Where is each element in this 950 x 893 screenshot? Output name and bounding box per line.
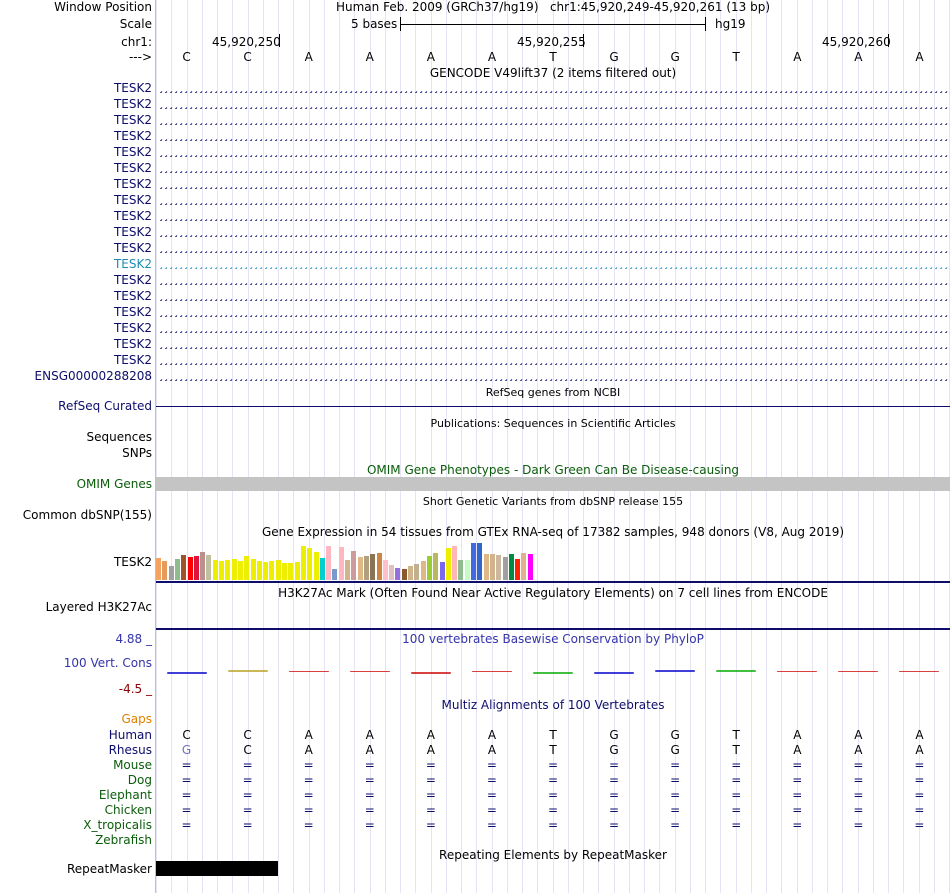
aligned-base: = [303,788,314,802]
gtex-tissue-bar[interactable] [263,562,268,580]
base-letter: G [609,50,619,64]
gtex-tissue-bar[interactable] [446,548,451,580]
gtex-tissue-bar[interactable] [295,562,300,580]
gtex-tissue-bar[interactable] [389,565,394,580]
strand-label: ---> [128,50,152,64]
gtex-tissue-bar[interactable] [402,569,407,580]
position-title [156,0,950,15]
aligned-base: = [670,788,681,802]
aligned-base: = [242,773,253,787]
species-label[interactable]: X_tropicalis [83,818,152,832]
repeat-element-block[interactable] [156,861,278,876]
base-letter: A [365,50,374,64]
gtex-tissue-bar[interactable] [175,559,180,580]
gtex-track-label[interactable]: TESK2 [113,555,152,569]
assembly-name: Human Feb. 2009 (GRCh37/hg19) [335,0,539,14]
gtex-tissue-bar[interactable] [339,547,344,580]
gtex-track-title: Gene Expression in 54 tissues from GTEx RNA-seq of 17382 samples, 948 donors (V8, Aug 2019) [261,525,845,539]
gencode-transcript-line[interactable] [156,308,950,317]
aligned-base: T [732,743,740,757]
aligned-base: G [670,728,680,742]
species-label[interactable]: Dog [127,773,152,787]
multiz-track-title: Multiz Alignments of 100 Vertebrates [441,698,665,712]
aligned-base: C [243,743,252,757]
gtex-tissue-bar[interactable] [421,561,426,580]
species-label[interactable]: Mouse [113,758,152,772]
gtex-tissue-bar[interactable] [465,560,470,580]
gencode-transcript-label[interactable]: TESK2 [113,81,152,95]
aligned-base: A [487,728,497,742]
refseq-track-label[interactable]: RefSeq Curated [58,399,152,413]
phylop-track-label[interactable]: 100 Vert. Cons [63,656,152,670]
gaps-label: Gaps [121,712,152,726]
gtex-tissue-bar[interactable] [181,555,186,580]
species-label[interactable]: Chicken [104,803,152,817]
gencode-transcript-line[interactable] [156,260,950,269]
dbsnp-track-label[interactable]: Common dbSNP(155) [22,508,152,522]
gencode-transcript-line[interactable] [156,340,950,349]
dbsnp-track-title: Short Genetic Variants from dbSNP release 155 [422,495,684,508]
gtex-tissue-bar[interactable] [206,555,211,580]
gencode-transcript-line[interactable] [156,228,950,237]
gencode-transcript-label[interactable]: TESK2 [113,161,152,175]
repeatmasker-track-label[interactable]: RepeatMasker [66,862,152,876]
aligned-base: = [914,788,925,802]
scale-text: 5 bases [351,17,398,31]
track-divider [156,581,950,583]
label-divider [155,0,156,893]
aligned-base: = [242,818,253,832]
gtex-tissue-bar[interactable] [408,566,413,580]
gencode-transcript-label[interactable]: TESK2 [113,209,152,223]
gencode-transcript-label[interactable]: TESK2 [113,353,152,367]
aligned-base: = [853,818,864,832]
aligned-base: = [609,788,620,802]
aligned-base: G [609,743,619,757]
gtex-tissue-bar[interactable] [219,561,224,580]
aligned-base: = [486,818,497,832]
gtex-tissue-bar[interactable] [276,560,281,580]
aligned-base: T [549,743,557,757]
gencode-transcript-line[interactable] [156,324,950,333]
phylop-score-bar[interactable] [533,672,573,674]
gtex-tissue-bar[interactable] [288,563,293,580]
aligned-base: = [792,818,803,832]
aligned-base: = [914,818,925,832]
gencode-transcript-label[interactable]: TESK2 [113,129,152,143]
aligned-base: = [303,803,314,817]
aligned-base: A [304,743,313,757]
phylop-score-bar[interactable] [777,671,817,673]
aligned-base: = [792,758,803,772]
aligned-base: = [792,773,803,787]
gtex-tissue-bar[interactable] [225,560,230,580]
aligned-base: A [854,743,863,757]
aligned-base: A [365,728,374,742]
aligned-base: = [364,803,375,817]
gtex-tissue-bar[interactable] [326,546,331,580]
gencode-transcript-label[interactable]: TESK2 [113,113,152,127]
gencode-transcript-line[interactable] [156,212,950,221]
aligned-base: = [853,803,864,817]
gencode-transcript-label[interactable]: TESK2 [113,273,152,287]
aligned-base: = [914,803,925,817]
aligned-base: = [181,758,192,772]
gtex-tissue-bar[interactable] [370,554,375,580]
aligned-base: G [609,728,619,742]
gtex-tissue-bar[interactable] [282,563,287,580]
h3k27ac-track-title: H3K27Ac Mark (Often Found Near Active Regulatory Elements) on 7 cell lines from ENCODE [278,586,828,600]
aligned-base: C [243,728,252,742]
gtex-tissue-bar[interactable] [528,554,533,580]
aligned-base: A [793,743,802,757]
aligned-base: T [732,728,740,742]
gtex-tissue-bar[interactable] [471,543,476,580]
aligned-base: = [425,773,436,787]
aligned-base: = [486,773,497,787]
aligned-base: A [426,728,435,742]
gencode-transcript-line[interactable] [156,244,950,253]
phylop-score-bar[interactable] [472,671,512,673]
gencode-transcript-label[interactable]: TESK2 [113,305,152,319]
species-label[interactable]: Rhesus [108,743,152,757]
gencode-track-title: GENCODE V49lift37 (2 items filtered out) [429,66,677,80]
aligned-base: = [425,818,436,832]
gtex-tissue-bar[interactable] [251,559,256,580]
gtex-tissue-bar[interactable] [162,561,167,580]
gtex-tissue-bar[interactable] [503,557,508,580]
aligned-base: A [487,743,497,757]
window-position-label: Window Position [54,0,152,14]
phylop-score-bar[interactable] [655,670,695,672]
phylop-score-bar[interactable] [899,671,939,673]
gencode-transcript-label[interactable]: TESK2 [113,145,152,159]
species-label[interactable]: Zebrafish [95,833,152,847]
gtex-tissue-bar[interactable] [427,556,432,580]
aligned-base: = [364,788,375,802]
gencode-transcript-label[interactable]: TESK2 [113,193,152,207]
aligned-base: = [242,788,253,802]
track-divider [156,628,950,630]
aligned-base: = [303,818,314,832]
refseq-gene-line[interactable] [156,406,950,407]
phylop-score-bar[interactable] [838,671,878,673]
aligned-base: C [182,728,191,742]
aligned-base: G [670,743,680,757]
gencode-transcript-label[interactable]: TESK2 [113,321,152,335]
aligned-base: = [181,818,192,832]
gencode-transcript-label[interactable]: TESK2 [113,177,152,191]
phylop-score-bar[interactable] [716,670,756,672]
gencode-transcript-label[interactable]: TESK2 [113,337,152,351]
position-range: chr1:45,920,249-45,920,261 (13 bp) [549,0,771,14]
gencode-transcript-label[interactable]: TESK2 [113,289,152,303]
gtex-tissue-bar[interactable] [200,552,205,580]
aligned-base: = [364,773,375,787]
refseq-track-title: RefSeq genes from NCBI [485,386,621,399]
aligned-base: G [181,743,192,757]
phylop-track-title: 100 vertebrates Basewise Conservation by PhyloP [402,632,704,646]
aligned-base: T [549,728,557,742]
aligned-base: A [915,728,924,742]
tick-label: 45,920,255 [517,35,586,49]
aligned-base: = [181,803,192,817]
aligned-base: A [365,743,374,757]
gtex-tissue-bar[interactable] [515,559,520,580]
tick-label: 45,920,260 [822,35,891,49]
phylop-score-bar[interactable] [350,671,390,673]
gencode-transcript-line[interactable] [156,356,950,365]
aligned-base: = [425,758,436,772]
h3k27ac-track-label[interactable]: Layered H3K27Ac [45,600,152,614]
gencode-transcript-label[interactable]: TESK2 [113,257,152,271]
gtex-tissue-bar[interactable] [332,569,337,580]
gtex-tissue-bar[interactable] [383,560,388,580]
aligned-base: = [181,788,192,802]
publications-track-title: Publications: Sequences in Scientific Articles [430,417,676,430]
aligned-base: = [425,788,436,802]
aligned-base: = [731,773,742,787]
base-letter: A [915,50,924,64]
gtex-bar-chart[interactable] [156,540,556,580]
aligned-base: A [793,728,802,742]
gtex-tissue-bar[interactable] [440,562,445,580]
gtex-tissue-bar[interactable] [358,557,363,580]
phylop-score-bar[interactable] [289,671,329,673]
chrom-label: chr1: [121,35,152,49]
aligned-base: = [914,773,925,787]
base-letter: G [670,50,680,64]
gencode-transcript-line[interactable] [156,116,950,125]
aligned-base: = [853,788,864,802]
gtex-tissue-bar[interactable] [213,560,218,580]
aligned-base: = [486,803,497,817]
aligned-base: = [547,788,559,802]
gtex-tissue-bar[interactable] [452,546,457,580]
base-letter: T [549,50,557,64]
gtex-tissue-bar[interactable] [169,566,174,580]
aligned-base: = [303,773,314,787]
repeatmasker-track-title: Repeating Elements by RepeatMasker [439,848,667,862]
aligned-base: = [242,758,253,772]
aligned-base: = [609,773,620,787]
species-label[interactable]: Elephant [98,788,152,802]
aligned-base: = [670,818,681,832]
phylop-score-bar[interactable] [594,672,634,674]
aligned-base: = [181,773,192,787]
aligned-base: = [609,758,620,772]
gtex-tissue-bar[interactable] [244,556,249,580]
aligned-base: = [364,758,375,772]
gtex-tissue-bar[interactable] [477,543,482,580]
gencode-transcript-label[interactable]: TESK2 [113,241,152,255]
tick-label: 45,920,250 [212,35,281,49]
aligned-base: = [242,803,253,817]
gtex-tissue-bar[interactable] [395,568,400,580]
gtex-tissue-bar[interactable] [496,555,501,580]
gtex-tissue-bar[interactable] [509,554,514,580]
gtex-tissue-bar[interactable] [345,560,350,580]
snps-track-label[interactable]: SNPs [122,446,152,460]
aligned-base: = [547,773,559,787]
gencode-transcript-label[interactable]: TESK2 [113,97,152,111]
aligned-base: = [547,803,559,817]
gtex-tissue-bar[interactable] [188,557,193,580]
gtex-tissue-bar[interactable] [238,561,243,580]
gencode-transcript-label[interactable]: ENSG00000288208 [34,369,152,383]
phylop-max-label: 4.88 _ [115,632,152,646]
phylop-score-bar[interactable] [167,672,207,674]
omim-gene-bar[interactable] [156,477,950,491]
omim-track-title: OMIM Gene Phenotypes - Dark Green Can Be Disease-causing [366,463,740,477]
gencode-transcript-line[interactable] [156,132,950,141]
aligned-base: = [486,788,497,802]
aligned-base: = [425,803,436,817]
gtex-tissue-bar[interactable] [156,558,161,580]
aligned-base: = [792,803,803,817]
aligned-base: = [486,758,497,772]
sequences-track-label[interactable]: Sequences [86,430,152,444]
aligned-base: A [304,728,313,742]
base-letter: A [304,50,313,64]
aligned-base: = [914,758,925,772]
gtex-tissue-bar[interactable] [364,556,369,580]
scale-db: hg19 [715,17,746,31]
scale-label: Scale [119,17,152,31]
gencode-transcript-label[interactable]: TESK2 [113,225,152,239]
base-letter: A [426,50,435,64]
gencode-transcript-line[interactable] [156,100,950,109]
aligned-base: = [792,788,803,802]
aligned-base: = [670,803,681,817]
gtex-tissue-bar[interactable] [458,560,463,580]
base-letter: A [487,50,497,64]
gtex-tissue-bar[interactable] [307,548,312,580]
aligned-base: = [609,803,620,817]
gtex-tissue-bar[interactable] [301,546,306,580]
aligned-base: = [853,773,864,787]
gencode-transcript-line[interactable] [156,180,950,189]
gencode-transcript-line[interactable] [156,84,950,93]
phylop-score-bar[interactable] [411,672,451,674]
base-letter: T [732,50,740,64]
aligned-base: A [426,743,435,757]
gencode-transcript-line[interactable] [156,276,950,285]
aligned-base: = [547,758,559,772]
aligned-base: = [609,818,620,832]
gtex-tissue-bar[interactable] [433,553,438,580]
base-letter: C [182,50,191,64]
gtex-tissue-bar[interactable] [269,561,274,580]
aligned-base: = [853,758,864,772]
gencode-transcript-line[interactable] [156,292,950,301]
aligned-base: = [303,758,314,772]
gtex-tissue-bar[interactable] [320,558,325,580]
aligned-base: = [364,818,375,832]
gtex-tissue-bar[interactable] [521,553,526,580]
gtex-tissue-bar[interactable] [484,554,489,580]
aligned-base: = [670,758,681,772]
omim-track-label[interactable]: OMIM Genes [76,477,152,491]
gtex-tissue-bar[interactable] [232,559,237,580]
species-label[interactable]: Human [108,728,152,742]
gtex-tissue-bar[interactable] [257,561,262,580]
gtex-tissue-bar[interactable] [377,553,382,580]
aligned-base: = [731,758,742,772]
gencode-transcript-line[interactable] [156,196,950,205]
aligned-base: = [731,803,742,817]
base-letter: A [854,50,863,64]
gtex-tissue-bar[interactable] [351,551,356,580]
gtex-tissue-bar[interactable] [194,556,199,580]
aligned-base: A [915,743,924,757]
aligned-base: = [731,818,742,832]
aligned-base: A [854,728,863,742]
aligned-base: = [547,818,559,832]
base-letter: A [793,50,802,64]
aligned-base: = [731,788,742,802]
gtex-tissue-bar[interactable] [414,564,419,580]
phylop-min-label: -4.5 _ [118,682,152,696]
phylop-score-bar[interactable] [228,670,268,672]
gtex-tissue-bar[interactable] [314,552,319,580]
base-letter: C [243,50,252,64]
aligned-base: = [670,773,681,787]
gencode-transcript-line[interactable] [156,148,950,157]
gencode-transcript-line[interactable] [156,372,950,381]
gencode-transcript-line[interactable] [156,164,950,173]
gtex-tissue-bar[interactable] [490,554,495,580]
